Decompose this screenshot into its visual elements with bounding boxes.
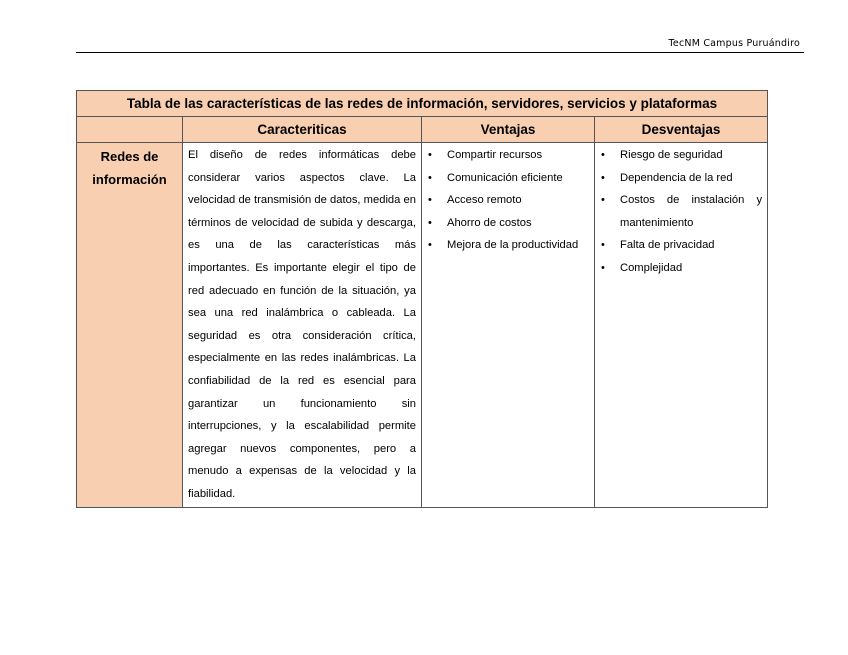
page-header	[76, 38, 804, 53]
list-item: • Comunicación eficiente	[427, 167, 589, 190]
list-item: • Mejora de la productividad	[427, 234, 589, 257]
bullet-icon: •	[601, 239, 605, 252]
list-item: • Compartir recursos	[427, 144, 589, 167]
table-title-row	[77, 91, 768, 117]
ventajas-list	[422, 143, 594, 257]
ventajas-cell	[422, 143, 595, 508]
bullet-icon: •	[601, 171, 605, 184]
bullet-icon: •	[601, 194, 605, 207]
bullet-icon: •	[428, 149, 432, 161]
row-label-redes: Redes de información	[77, 143, 183, 508]
bullet-icon: •	[428, 216, 432, 229]
characteristics-table	[76, 90, 768, 508]
column-header-caracteristicas: Caracteriticas	[183, 117, 422, 143]
bullet-icon: •	[428, 171, 432, 184]
list-item: • Dependencia de la red	[600, 167, 762, 190]
bullet-icon: •	[428, 194, 432, 207]
list-item: • Riesgo de seguridad	[600, 144, 762, 167]
list-item: • Falta de privacidad	[600, 234, 762, 257]
caracteristicas-cell: El diseño de redes informáticas debe considerar varios aspectos clave. La velocidad de transmisión de datos, medida en términos de velocidad de subida y descarga, es una de las características más importantes. Es importante elegir el tipo de red adecuado en función de la situación, ya sea una red inalámbrica o cableada. La seguridad es otra consideración crítica, especialmente en las redes inalámbricas. La confiabilidad de la red es esencial para garantizar un funcionamiento sin interrupciones, y la escalabilidad permite agregar nuevos componentes, pero a menudo a expensas de la velocidad y la fiabilidad.	[183, 143, 422, 508]
table-header-row	[77, 117, 768, 143]
institution-name: TecNM Campus Puruándiro	[668, 38, 800, 49]
bullet-icon: •	[601, 149, 605, 161]
desventajas-cell	[595, 143, 768, 508]
list-item: • Ahorro de costos	[427, 212, 589, 235]
column-header-empty	[77, 117, 183, 143]
table-title: Tabla de las características de las redes de información, servidores, servicios y plataformas	[77, 91, 768, 117]
column-header-desventajas: Desventajas	[595, 117, 768, 143]
desventajas-list	[595, 143, 767, 280]
list-item: • Acceso remoto	[427, 189, 589, 212]
list-item: • Costos de instalación y mantenimiento	[600, 189, 762, 234]
bullet-icon: •	[428, 239, 432, 252]
list-item: • Complejidad	[600, 257, 762, 280]
bullet-icon: •	[601, 261, 605, 274]
column-header-ventajas: Ventajas	[422, 117, 595, 143]
table-row	[77, 143, 768, 508]
